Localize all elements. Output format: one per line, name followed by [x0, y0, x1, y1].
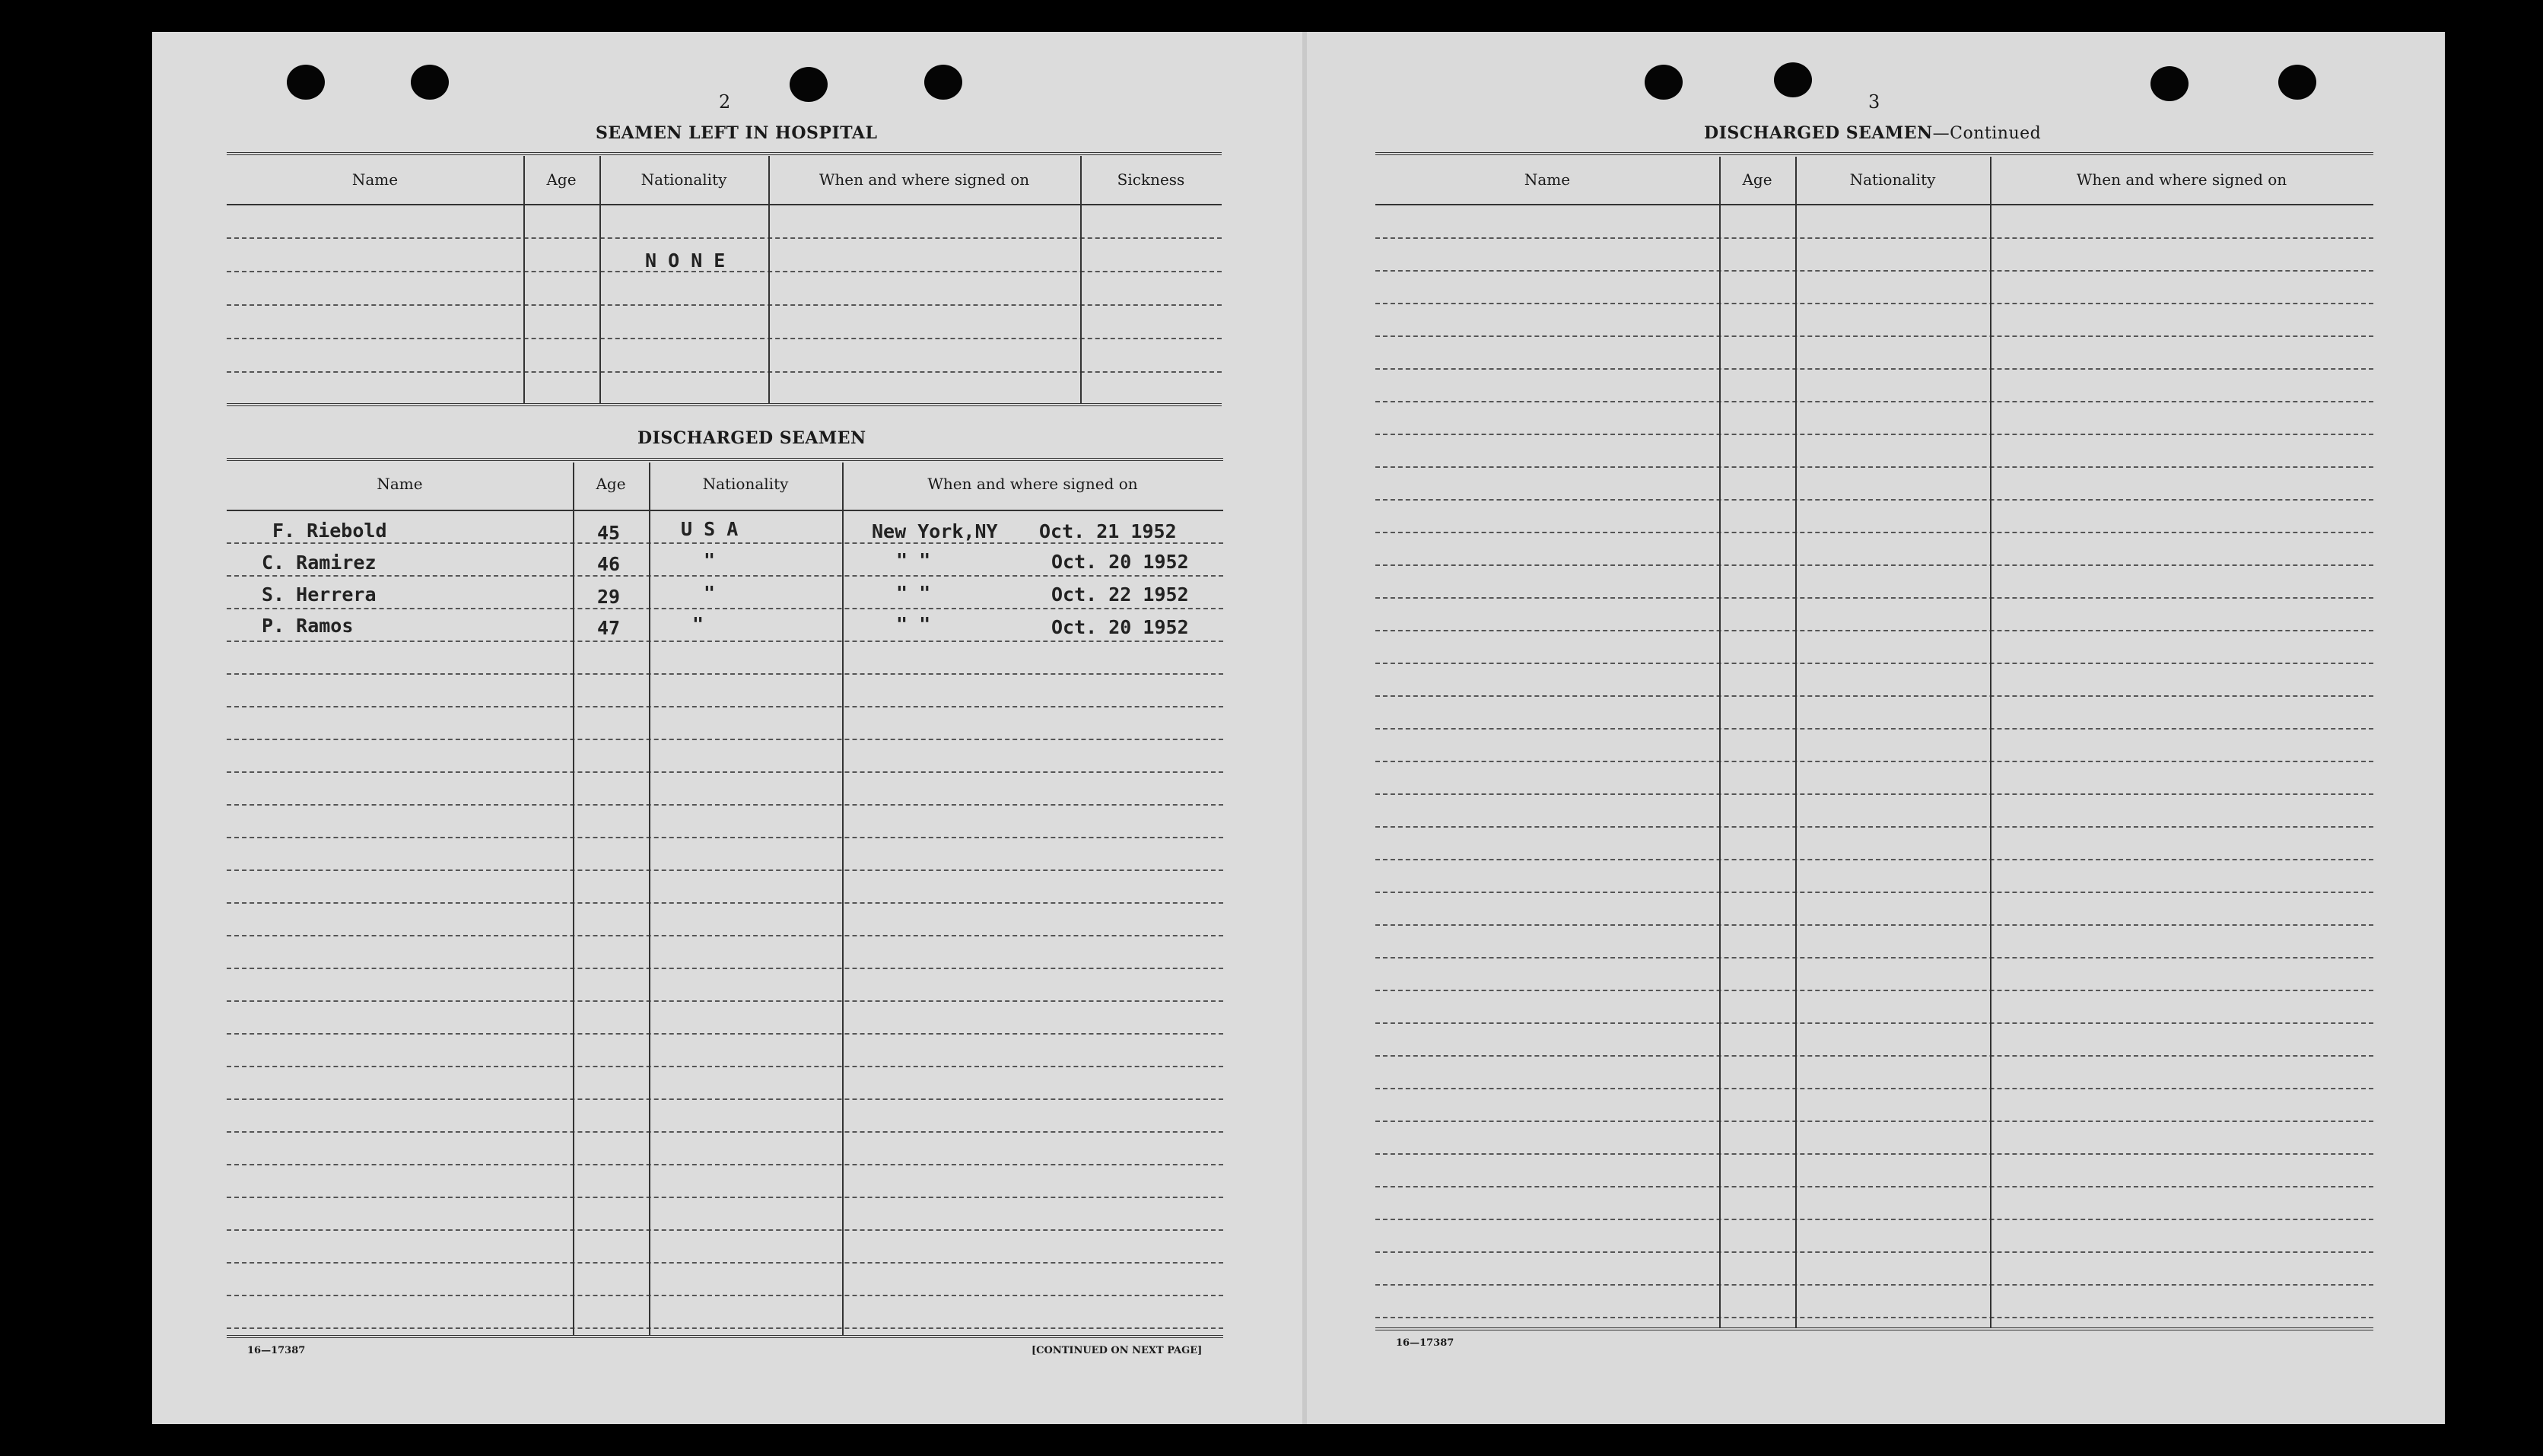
title-main: DISCHARGED SEAMEN — [1704, 123, 1933, 143]
row-rule — [227, 338, 1222, 339]
seaman-nationality: " — [704, 549, 716, 571]
row-rule — [1375, 1186, 2373, 1187]
hospital-entry: N O N E — [645, 250, 726, 272]
punch-hole — [411, 65, 449, 100]
header-rule — [227, 204, 1222, 205]
row-rule — [1375, 630, 2373, 631]
col-divider — [842, 463, 844, 1336]
row-rule — [1375, 924, 2373, 926]
row-rule — [227, 1327, 1223, 1329]
signed-on-place: " " — [896, 582, 931, 604]
page-number: 3 — [1868, 91, 1880, 113]
row-rule — [1375, 1251, 2373, 1253]
table-top-rule — [1375, 152, 2373, 158]
signed-on-date: Oct. 20 1952 — [1051, 616, 1189, 638]
signed-on-place: New York,NY — [872, 520, 998, 542]
header-rule — [227, 510, 1223, 511]
row-rule — [227, 1164, 1223, 1165]
row-rule — [227, 1033, 1223, 1035]
seaman-name: C. Ramirez — [262, 552, 377, 574]
row-rule — [1375, 1121, 2373, 1122]
table-top-rule — [227, 152, 1222, 158]
row-rule — [1375, 368, 2373, 370]
row-rule — [1375, 1153, 2373, 1155]
signed-on-date: Oct. 22 1952 — [1051, 583, 1189, 606]
row-rule — [227, 237, 1222, 239]
row-rule — [1375, 237, 2373, 239]
form-number: 16—17387 — [1396, 1337, 1454, 1349]
row-rule — [227, 706, 1223, 707]
row-rule — [1375, 1284, 2373, 1286]
row-rule — [1375, 401, 2373, 402]
continued-note: [CONTINUED ON NEXT PAGE] — [1032, 1345, 1203, 1356]
col-header-signed-on: When and where signed on — [2076, 170, 2287, 189]
col-header-nationality: Nationality — [702, 475, 789, 493]
table-bottom-rule — [227, 1335, 1223, 1341]
row-rule — [227, 1000, 1223, 1002]
col-divider — [1719, 157, 1721, 1328]
signed-on-place: " " — [896, 549, 931, 571]
row-rule — [1375, 434, 2373, 435]
row-rule — [1375, 532, 2373, 533]
row-rule — [227, 673, 1223, 675]
row-rule — [227, 1098, 1223, 1100]
page-number: 2 — [719, 91, 731, 113]
row-rule — [227, 1262, 1223, 1264]
seaman-nationality: " — [704, 582, 716, 604]
row-rule — [227, 371, 1222, 373]
row-rule — [1375, 957, 2373, 958]
punch-hole — [924, 65, 962, 100]
row-rule — [227, 902, 1223, 904]
row-rule — [227, 542, 1223, 544]
row-rule — [1375, 597, 2373, 599]
signed-on-place: " " — [896, 613, 931, 635]
punch-hole — [790, 67, 828, 102]
row-rule — [1375, 335, 2373, 337]
col-header-nationality: Nationality — [641, 170, 727, 189]
row-rule — [227, 771, 1223, 773]
col-header-name: Name — [1524, 170, 1571, 189]
row-rule — [227, 869, 1223, 871]
row-rule — [1375, 826, 2373, 828]
col-divider — [768, 156, 770, 404]
punch-hole — [2278, 65, 2316, 100]
table-top-rule — [227, 458, 1223, 464]
punch-hole — [287, 65, 325, 100]
row-rule — [1375, 466, 2373, 468]
table-bottom-rule — [227, 403, 1222, 409]
col-header-age: Age — [596, 475, 626, 493]
row-rule — [227, 1229, 1223, 1231]
row-rule — [1375, 663, 2373, 664]
col-divider — [1795, 157, 1797, 1328]
seaman-age: 47 — [597, 617, 621, 639]
discharged-section-title: DISCHARGED SEAMEN — [637, 428, 866, 448]
col-header-sickness: Sickness — [1117, 170, 1185, 189]
col-header-age: Age — [1742, 170, 1772, 189]
row-rule — [227, 1066, 1223, 1067]
seaman-age: 46 — [597, 553, 621, 575]
discharged-continued-title — [1704, 123, 2041, 143]
row-rule — [1375, 499, 2373, 501]
row-rule — [227, 739, 1223, 740]
col-header-name: Name — [351, 170, 399, 189]
row-rule — [1375, 1317, 2373, 1318]
row-rule — [1375, 564, 2373, 566]
row-rule — [1375, 728, 2373, 730]
row-rule — [227, 304, 1222, 306]
row-rule — [1375, 1088, 2373, 1089]
seaman-name: F. Riebold — [272, 520, 387, 542]
row-rule — [1375, 892, 2373, 893]
page-fold — [1302, 32, 1307, 1424]
row-rule — [227, 935, 1223, 936]
header-rule — [1375, 204, 2373, 205]
row-rule — [1375, 303, 2373, 304]
table-bottom-rule — [1375, 1327, 2373, 1334]
seaman-nationality: U S A — [681, 518, 739, 540]
row-rule — [227, 1197, 1223, 1198]
row-rule — [1375, 270, 2373, 272]
hospital-section-title: SEAMEN LEFT IN HOSPITAL — [596, 123, 878, 143]
row-rule — [227, 1131, 1223, 1133]
row-rule — [1375, 1055, 2373, 1057]
left-page — [152, 32, 1310, 1424]
row-rule — [227, 641, 1223, 642]
seaman-name: P. Ramos — [262, 615, 354, 637]
row-rule — [1375, 1219, 2373, 1220]
col-header-name: Name — [377, 475, 423, 493]
punch-hole — [2150, 66, 2189, 101]
col-divider — [1990, 157, 1991, 1328]
row-rule — [227, 968, 1223, 969]
form-number: 16—17387 — [247, 1345, 306, 1356]
row-rule — [1375, 793, 2373, 795]
col-divider — [599, 156, 601, 404]
row-rule — [1375, 990, 2373, 991]
seaman-age: 29 — [597, 586, 621, 608]
row-rule — [1375, 695, 2373, 697]
row-rule — [1375, 859, 2373, 860]
signed-on-date: Oct. 20 1952 — [1051, 551, 1189, 573]
row-rule — [227, 837, 1223, 838]
seaman-age: 45 — [597, 522, 621, 544]
punch-hole — [1774, 62, 1812, 97]
col-divider — [1080, 156, 1082, 404]
col-header-age: Age — [546, 170, 577, 189]
seaman-name: S. Herrera — [262, 583, 377, 606]
punch-hole — [1645, 65, 1683, 100]
title-continued: —Continued — [1932, 124, 2042, 143]
row-rule — [227, 608, 1223, 609]
col-header-signed-on: When and where signed on — [819, 170, 1030, 189]
row-rule — [1375, 1022, 2373, 1024]
col-header-nationality: Nationality — [1849, 170, 1936, 189]
col-divider — [649, 463, 650, 1336]
row-rule — [227, 575, 1223, 577]
row-rule — [227, 1295, 1223, 1296]
row-rule — [1375, 761, 2373, 762]
col-divider — [573, 463, 574, 1336]
seaman-nationality: " — [692, 613, 704, 635]
col-header-signed-on: When and where signed on — [927, 475, 1138, 493]
signed-on-date: Oct. 21 1952 — [1039, 520, 1177, 542]
row-rule — [227, 804, 1223, 806]
col-divider — [523, 156, 525, 404]
